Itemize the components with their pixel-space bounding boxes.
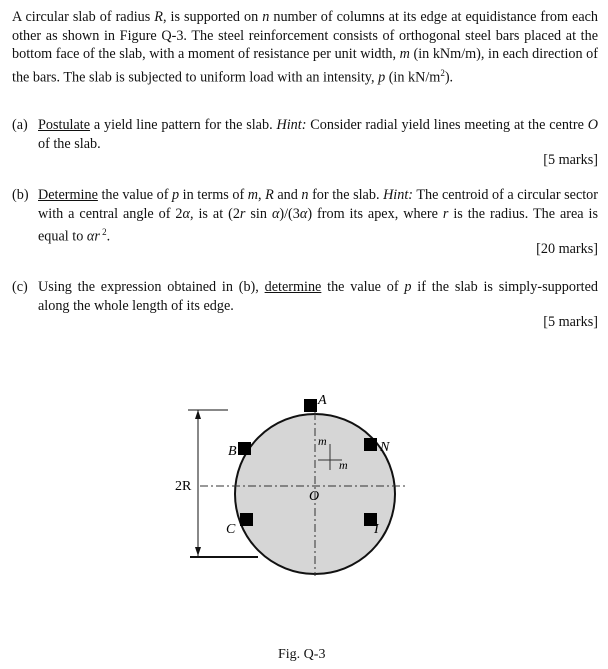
question-c-marks: [5 marks]	[543, 314, 598, 330]
question-c-label: (c)	[12, 279, 28, 295]
column-c	[240, 513, 253, 526]
column-b	[238, 442, 251, 455]
dimension-label: 2R	[175, 479, 192, 494]
label-moment-vertical: m	[318, 434, 327, 448]
label-a: A	[318, 393, 327, 408]
label-c: C	[226, 522, 236, 537]
question-a	[12, 116, 598, 153]
dimension-arrow-top	[195, 410, 201, 419]
question-c-text: Using the expression obtained in (b), determine the value of p if the slab is simply-supported along the whole length of its edge.	[38, 279, 599, 314]
label-i: I	[374, 522, 379, 537]
label-moment-horizontal: m	[339, 458, 348, 472]
figure-caption: Fig. Q-3	[278, 647, 326, 662]
intro-paragraph: A circular slab of radius R, is supported on n number of columns at its edge at equidistance from each other as shown in Figure Q-3. The steel reinforcement consists of orthogonal steel bars placed at the bottom face of the slab, with a moment of resistance per unit width, m (in kNm/m), in each direction of the bars. The slab is subjected to uniform load with an intensity, p (in $kN/m^2$).	[12, 9, 599, 86]
question-b	[12, 186, 598, 246]
figure-q3	[0, 390, 608, 640]
question-a-label: (a)	[12, 117, 28, 133]
question-c	[12, 278, 598, 315]
column-a	[304, 399, 317, 412]
label-o: O	[309, 489, 320, 504]
question-b-marks: [20 marks]	[536, 241, 598, 257]
question-b-label: (b)	[12, 187, 29, 203]
question-a-text: Postulate a yield line pattern for the slab. Hint: Consider radial yield lines meeting at the centre O of the slab.	[38, 117, 598, 152]
question-b-text: Determine the value of p in terms of m, R and n for the slab. Hint: The centroid of a circular sector with a central angle of 2α, is at (2r sin α)/(3α) from its apex, where r is the radius. The area is equal to αr $^2$.	[38, 187, 599, 245]
label-n: N	[380, 440, 390, 455]
dimension-arrow-bottom	[195, 547, 201, 556]
column-n	[364, 438, 377, 451]
label-b: B	[228, 444, 237, 459]
question-a-marks: [5 marks]	[543, 152, 598, 168]
